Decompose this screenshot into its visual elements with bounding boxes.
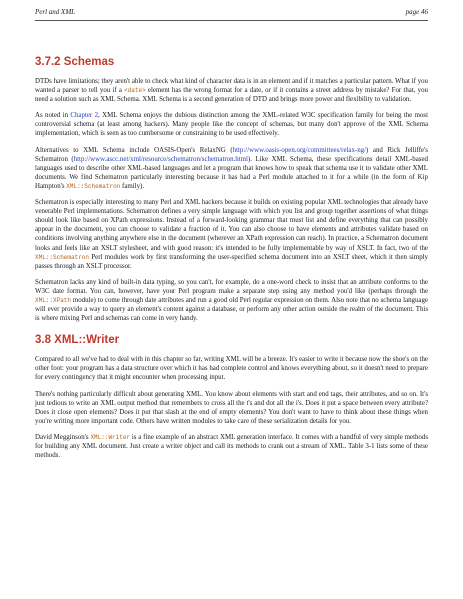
paragraph-data-typing (35, 278, 428, 323)
page-content (35, 56, 428, 467)
text-run: David Megginson's (35, 433, 91, 441)
paragraph-xml-schema (35, 111, 428, 138)
header-book-title: Perl and XML (35, 8, 76, 16)
text-run: family). (120, 182, 145, 190)
section-heading-xml-writer: 3.8 XML::Writer (35, 334, 120, 347)
text-run: Perl modules work by first transforming the user-specified schema document into an XSLT sheet, which it then simply passes through an XSLT processor. (35, 253, 428, 270)
inline-code-date: <date> (124, 87, 146, 95)
text-run: element has the wrong format for a date, or if it contains a street address by mistake? For that, you need a solution such as XML Schema. XML Schema is a second generation of DTD and brings more power and flexibility to validation. (35, 87, 428, 104)
header-page-number: page 46 (405, 8, 428, 16)
relaxng-url-link[interactable]: http://www.oasis-open.org/committees/relax-ng/ (232, 146, 367, 154)
text-run: ) and Rick Jelliffe's Schematron ( (35, 146, 428, 163)
text-run: Alternatives to XML Schema include OASIS-Open's RelaxNG ( (35, 146, 233, 154)
chapter-2-link[interactable]: Chapter 2 (70, 112, 99, 120)
text-run: module) to come through date attributes and run a good old Perl regular expression on them. Also note that no schema language will ever provide a way to query an element's content against a database, or perform any other action outside the realm of the document. This is where mixing Perl and schemas can come in very handy. (35, 296, 428, 323)
text-run: As noted in (35, 112, 71, 120)
paragraph-writing-xml: Compared to all we've had to deal with in this chapter so far, writing XML will be a breeze. It's easier to write it because now the shoe's on the other foot: your program has a data structure over which it has had complete control and knows everything about, so it doesn't need to prepare for every contingency that it might encounter when processing input. (35, 356, 428, 382)
inline-code-xml-xpath: XML::XPath (35, 296, 72, 304)
inline-code-xml-schematron: XML::Schematron (66, 182, 121, 190)
schematron-url-link[interactable]: http://www.ascc.net/xml/resource/schematron/schematron.html (73, 155, 248, 163)
text-run: Schematron lacks any kind of built-in data typing, so you can't, for example, do a one-word check to insist that an attribute conforms to the W3C date format. You can, however, have your Perl program make a separate step using any method you'd like (perhaps through the (35, 278, 428, 295)
inline-code-xml-schematron: XML::Schematron (35, 253, 90, 261)
header-rule (35, 20, 428, 21)
running-header (35, 8, 428, 16)
paragraph-alternatives (35, 146, 428, 191)
paragraph-dtd-limitations (35, 77, 428, 104)
text-run: DTDs have limitations; they aren't able to check what kind of character data is in an element and if it matches a particular pattern. What if you wanted a parser to tell you if a (35, 78, 428, 95)
text-run: , XML Schema enjoys the dubious distinction among the XML-related W3C specification family for being the most controversial schema (at least among hackers). Many people like the concept of schemas, but many don't approve of the XML Schema implementation, which is seen as too cumbersome or constraining to be used effectively. (35, 112, 428, 138)
text-run: is a fine example of an abstract XML generation interface. It comes with a handful of very simple methods for building any XML document. Just create a writer object and call its methods to crank out a stream of XML. Table 3-1 lists some of these methods. (35, 433, 428, 460)
text-run: ). Like XML Schema, these specifications detail XML-based languages used to describe other XML-based languages and let a program that knows how to speak that schema use it to validate other XML documents. We find Schematron particularly interesting because it has had a Perl module attached to it for a while (in the form of Kip Hampton's (35, 155, 428, 190)
paragraph-xml-writer-intro (35, 433, 428, 460)
paragraph-generating-xml: There's nothing particularly difficult about generating XML. You know about elements with start and end tags, their attributes, and so on. It's just tedious to write an XML output method that remembers to cross all the t's and dot all the i's. Does it put a space between every attribute? Does it close open elements? Does it put that slash at the end of empty elements? You don't want to have to think about these things when you're writing more important code. Others have written modules to take care of these serialization details for you. (35, 390, 428, 425)
inline-code-xml-writer: XML::Writer (90, 433, 131, 441)
section-heading-schemas: 3.7.2 Schemas (35, 56, 115, 68)
text-run: Schematron is especially interesting to many Perl and XML hackers because it builds on existing popular XML technologies that already have venerable Perl implementations. Schematron defines a very simple language with which you list and group together assertions of what things should look like based on XPath expressions. Instead of a forward-looking grammar that must list and define everything that can possibly appear in the document, you can choose to validate a fraction of it. You can also choose to have elements and attributes validate based on conditions involving anything anywhere else in the document (wherever an XPath expression can reach). In practice, a Schematron document looks and feels like an XSLT stylesheet, and with good reason: it's intended to be fully implementable by way of XSLT. In fact, two of the (35, 199, 428, 252)
paragraph-schematron (35, 198, 428, 271)
